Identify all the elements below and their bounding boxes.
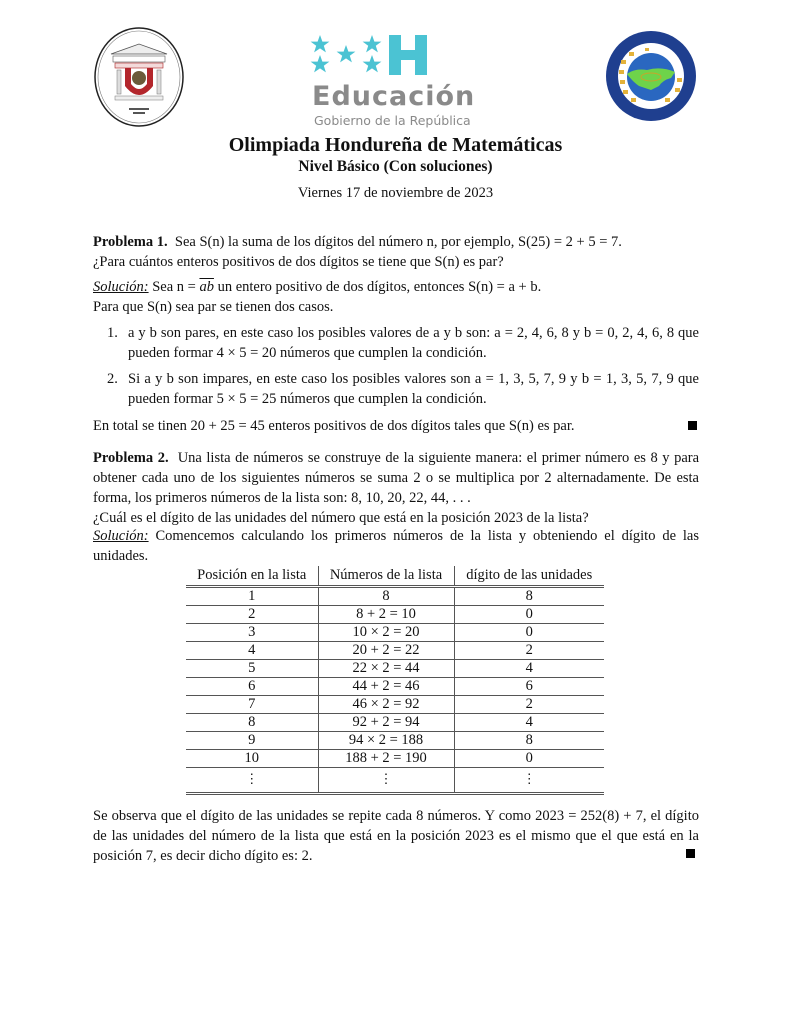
stars-h-icon (308, 33, 483, 83)
table-header-row (186, 566, 604, 586)
gobierno-subtitle: Gobierno de la República (314, 113, 471, 128)
solution-label: Solución: (93, 279, 149, 295)
table-row (186, 731, 604, 749)
problem-2-conclusion: Se observa que el dígito de las unidades se repite cada 8 números. Y como 2023 = 252(8) + 7, el dígito de las unidades del número de la lista que está en la posición 2023 es el mismo que el que está en la posición 7, es decir dicho dígito es: 2. (93, 808, 699, 864)
problem-1-statement (93, 232, 699, 252)
cell-position: 3 (248, 623, 256, 640)
cell-digit: 2 (525, 641, 533, 658)
cell-number: 8 + 2 = 10 (318, 605, 454, 623)
problem-1-solution-intro (93, 277, 699, 297)
cell-position: 2 (248, 605, 256, 622)
case-number: 2. (107, 371, 118, 387)
cell-digit: 4 (525, 713, 533, 730)
problem-1-solution-line2: Para que S(n) sea par se tienen dos casos. (93, 299, 334, 315)
cell-number: 20 + 2 = 22 (318, 641, 454, 659)
cell-digit: 0 (525, 749, 533, 766)
cell-position: 7 (248, 695, 256, 712)
university-seal-logo (93, 26, 185, 128)
cell-number: 46 × 2 = 92 (318, 695, 454, 713)
case-number: 1. (107, 325, 118, 341)
column-header-digit: dígito de las unidades (466, 566, 593, 583)
document-subtitle: Nivel Básico (Con soluciones) (298, 158, 493, 175)
qed-square-icon (686, 849, 695, 858)
problem-1-label: Problema 1. (93, 234, 168, 250)
table-row (186, 695, 604, 713)
vertical-ellipsis: ⋮ (379, 771, 393, 786)
units-digit-table (186, 566, 604, 795)
cell-position: 6 (248, 677, 256, 694)
cell-position: 5 (248, 659, 256, 676)
overline-ab: $\overline{ab}$ (199, 279, 214, 295)
table-row (186, 641, 604, 659)
vertical-ellipsis: ⋮ (245, 771, 259, 786)
cell-number: 10 × 2 = 20 (318, 623, 454, 641)
solution-intro-pre: Sea n = (152, 279, 200, 295)
table-row (186, 623, 604, 641)
table-row-ellipsis (186, 767, 604, 793)
cell-digit: 8 (525, 587, 533, 604)
cell-number: 92 + 2 = 94 (318, 713, 454, 731)
solution-label: Solución: (93, 528, 149, 544)
vertical-ellipsis: ⋮ (522, 771, 536, 786)
table-row (186, 677, 604, 695)
cell-position: 10 (244, 749, 259, 766)
problem-2-text: Una lista de números se construye de la siguiente manera: el primer número es 8 y para obtener cada uno de los siguientes números se suma 2 o se multiplica por 2 alternadamente. De esta forma, los primeros números de la lista son: 8, 10, 20, 22, 44, . . . (93, 450, 700, 506)
column-header-numbers: Números de la lista (318, 566, 454, 586)
qed-square-icon (688, 421, 697, 430)
case-text: a y b son pares, en este caso los posibles valores de a y b son: a = 2, 4, 6, 8 y b = 0, 2, 4, 6, 8 que pueden formar 4 × 5 = 20 números que cumplen la condición. (128, 325, 699, 361)
problem-1-question: ¿Para cuántos enteros positivos de dos dígitos se tiene que S(n) es par? (93, 254, 504, 270)
cell-position: 9 (248, 731, 256, 748)
case-item-1 (107, 323, 699, 363)
problem-1-conclusion: En total se tinen 20 + 25 = 45 enteros positivos de dos dígitos tales que S(n) es par. (93, 418, 575, 434)
cell-digit: 8 (525, 731, 533, 748)
problem-2-label: Problema 2. (93, 450, 169, 466)
cell-digit: 0 (525, 605, 533, 622)
problem-2-question: ¿Cuál es el dígito de las unidades del número que está en la posición 2023 de la lista? (93, 510, 589, 526)
cell-digit: 6 (525, 677, 533, 694)
column-header-position: Posición en la lista (197, 566, 307, 583)
cell-digit: 4 (525, 659, 533, 676)
table-row (186, 659, 604, 677)
problem-2-solution-intro (93, 526, 699, 566)
cell-position: 8 (248, 713, 256, 730)
table-row (186, 605, 604, 623)
cell-number: 8 (318, 586, 454, 605)
cell-digit: 2 (525, 695, 533, 712)
cell-position: 4 (248, 641, 256, 658)
educacion-wordmark: Educación (312, 81, 476, 112)
table-row (186, 586, 604, 605)
cell-number: 94 × 2 = 188 (318, 731, 454, 749)
problem-1-text-a: Sea S(n) la suma de los dígitos del número n, por ejemplo, S(25) = 2 + 5 = 7. (174, 234, 622, 250)
cell-number: 44 + 2 = 46 (318, 677, 454, 695)
problem-2-statement (93, 448, 699, 508)
cell-position: 1 (248, 587, 256, 604)
cell-digit: 0 (525, 623, 533, 640)
solution-text: Comencemos calculando los primeros números de la lista y obteniendo el dígito de las unidades. (93, 528, 699, 564)
case-text: Si a y b son impares, en este caso los posibles valores son a = 1, 3, 5, 7, 9 y b = 1, 3, 5, 7, 9 que pueden formar 5 × 5 = 25 números que cumplen la condición. (128, 371, 699, 407)
olympiad-committee-seal-logo (605, 30, 697, 122)
solution-intro-post: un entero positivo de dos dígitos, entonces S(n) = a + b. (213, 279, 542, 295)
cell-number: 22 × 2 = 44 (318, 659, 454, 677)
cell-number: 188 + 2 = 190 (318, 749, 454, 767)
table-row (186, 749, 604, 767)
document-title: Olimpiada Hondureña de Matemáticas (228, 134, 563, 156)
table-row (186, 713, 604, 731)
educacion-logo (308, 33, 483, 131)
case-item-2 (107, 369, 699, 409)
document-date: Viernes 17 de noviembre de 2023 (297, 185, 494, 201)
